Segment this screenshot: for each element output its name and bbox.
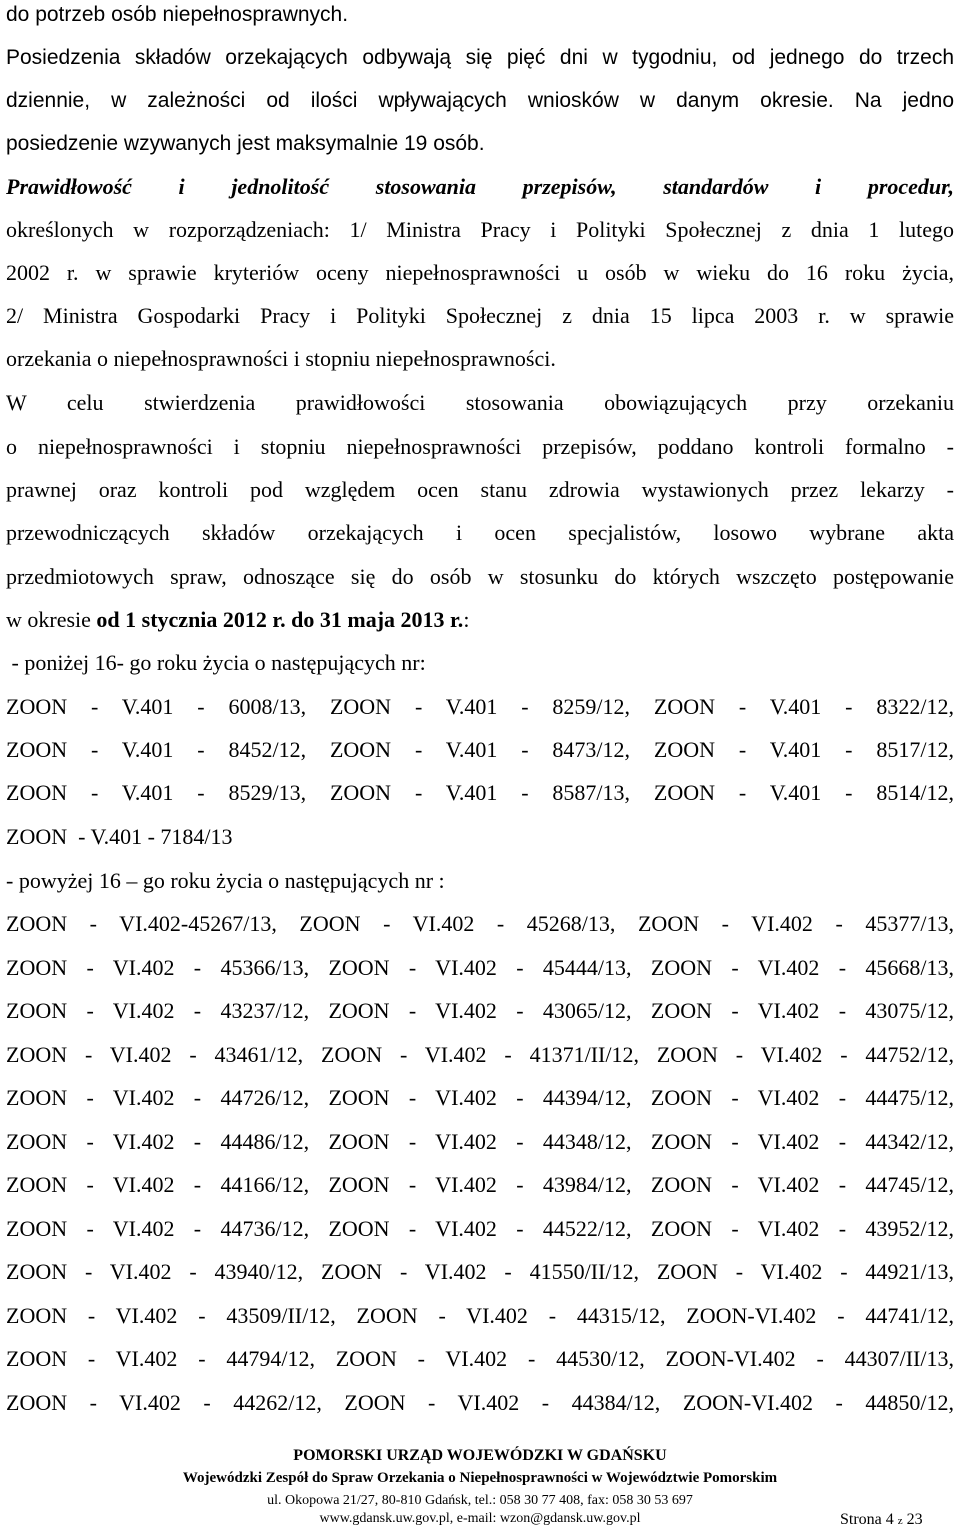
- under16-row-3: ZOON - V.401 - 8529/13, ZOON - V.401 - 8587/13, ZOON - V.401 - 8514/12,: [6, 780, 954, 805]
- section-line-4: 2/ Ministra Gospodarki Pracy i Polityki Społecznej z dnia 15 lipca 2003 r. w sprawie: [6, 303, 954, 328]
- over16-row-3: ZOON - VI.402 - 43237/12, ZOON - VI.402 - 43065/12, ZOON - VI.402 - 43075/12,: [6, 998, 954, 1023]
- footer-subtitle: Wojewódzki Zespół do Spraw Orzekania o Niepełnosprawności w Województwie Pomorskim: [182, 1470, 778, 1486]
- intro-line-2: Posiedzenia składów orzekających odbywają się pięć dni w tygodniu, od jednego do trzech: [6, 46, 954, 69]
- page-total: 23: [906, 1511, 923, 1528]
- under16-row-4: ZOON - V.401 - 7184/13: [6, 824, 233, 849]
- footer-web: www.gdansk.uw.gov.pl, e-mail: wzon@gdansk.uw.gov.pl: [319, 1511, 641, 1526]
- audit-line-6: [6, 609, 954, 631]
- audit-line-1: W celu stwierdzenia prawidłowości stosowania obowiązujących przy orzekaniu: [6, 390, 954, 415]
- under16-row-1: ZOON - V.401 - 6008/13, ZOON - V.401 - 8259/12, ZOON - V.401 - 8322/12,: [6, 694, 954, 719]
- audit-line-3: prawnej oraz kontroli pod względem ocen stanu zdrowia wystawionych przez lekarzy -: [6, 477, 954, 502]
- over16-row-8: ZOON - VI.402 - 44736/12, ZOON - VI.402 - 44522/12, ZOON - VI.402 - 43952/12,: [6, 1216, 954, 1241]
- over16-row-2: ZOON - VI.402 - 45366/13, ZOON - VI.402 - 45444/13, ZOON - VI.402 - 45668/13,: [6, 955, 954, 980]
- page-of: z: [897, 1515, 903, 1527]
- section-heading: Prawidłowość i jednolitość stosowania przepisów, standardów i procedur,: [6, 174, 954, 199]
- section-line-3: 2002 r. w sprawie kryteriów oceny niepełnosprawności u osób w wieku do 16 roku życia,: [6, 260, 954, 285]
- over16-row-9: ZOON - VI.402 - 43940/12, ZOON - VI.402 - 41550/II/12, ZOON - VI.402 - 44921/13,: [6, 1259, 954, 1284]
- over16-row-12: ZOON - VI.402 - 44262/12, ZOON - VI.402 - 44384/12, ZOON-VI.402 - 44850/12,: [6, 1390, 954, 1415]
- section-line-5: orzekania o niepełnosprawności i stopniu niepełnosprawności.: [6, 346, 556, 371]
- under16-row-2: ZOON - V.401 - 8452/12, ZOON - V.401 - 8473/12, ZOON - V.401 - 8517/12,: [6, 737, 954, 762]
- audit-period-prefix: w okresie: [6, 607, 97, 632]
- audit-line-4: przewodniczących składów orzekających i ocen specjalistów, losowo wybrane akta: [6, 520, 954, 545]
- intro-line-1: do potrzeb osób niepełnosprawnych.: [6, 3, 349, 26]
- over16-row-5: ZOON - VI.402 - 44726/12, ZOON - VI.402 - 44394/12, ZOON - VI.402 - 44475/12,: [6, 1085, 954, 1110]
- audit-line-2: o niepełnosprawności i stopniu niepełnosprawności przepisów, poddano kontroli formalno -: [6, 434, 954, 459]
- intro-line-4: posiedzenie wzywanych jest maksymalnie 19 osób.: [6, 132, 485, 155]
- under16-label: - poniżej 16- go roku życia o następujących nr:: [6, 650, 426, 675]
- over16-label: - powyżej 16 – go roku życia o następujących nr :: [6, 868, 445, 893]
- audit-period-suffix: :: [463, 607, 470, 632]
- footer-address: ul. Okopowa 21/27, 80-810 Gdańsk, tel.: 058 30 77 408, fax: 058 30 53 697: [267, 1493, 693, 1508]
- over16-row-4: ZOON - VI.402 - 43461/12, ZOON - VI.402 - 41371/II/12, ZOON - VI.402 - 44752/12,: [6, 1042, 954, 1067]
- over16-row-11: ZOON - VI.402 - 44794/12, ZOON - VI.402 - 44530/12, ZOON-VI.402 - 44307/II/13,: [6, 1346, 954, 1371]
- section-line-2: określonych w rozporządzeniach: 1/ Ministra Pracy i Polityki Społecznej z dnia 1 lutego: [6, 217, 954, 242]
- over16-row-1: ZOON - VI.402-45267/13, ZOON - VI.402 - 45268/13, ZOON - VI.402 - 45377/13,: [6, 911, 954, 936]
- over16-row-7: ZOON - VI.402 - 44166/12, ZOON - VI.402 - 43984/12, ZOON - VI.402 - 44745/12,: [6, 1172, 954, 1197]
- intro-line-3: dziennie, w zależności od ilości wpływających wniosków w danym okresie. Na jedno: [6, 89, 954, 112]
- audit-period-dates: od 1 stycznia 2012 r. do 31 maja 2013 r.: [96, 607, 464, 632]
- audit-line-5: przedmiotowych spraw, odnoszące się do osób w stosunku do których wszczęto postępowanie: [6, 564, 954, 589]
- footer-title: POMORSKI URZĄD WOJEWÓDZKI W GDAŃSKU: [293, 1447, 667, 1464]
- page-number: [840, 1511, 923, 1529]
- page-label: Strona 4: [840, 1511, 894, 1528]
- over16-row-10: ZOON - VI.402 - 43509/II/12, ZOON - VI.402 - 44315/12, ZOON-VI.402 - 44741/12,: [6, 1303, 954, 1328]
- over16-row-6: ZOON - VI.402 - 44486/12, ZOON - VI.402 - 44348/12, ZOON - VI.402 - 44342/12,: [6, 1129, 954, 1154]
